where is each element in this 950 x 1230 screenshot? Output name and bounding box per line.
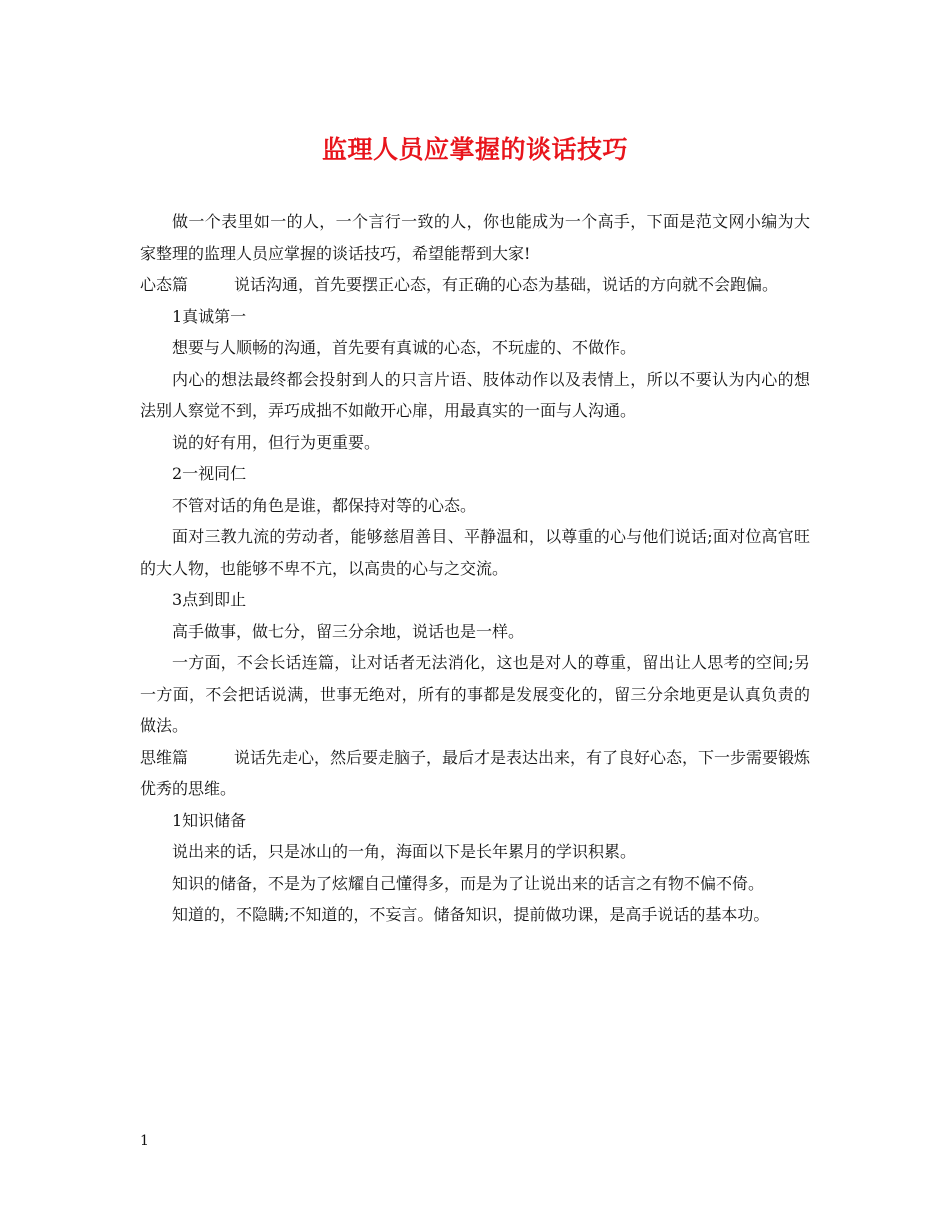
body-paragraph: 高手做事，做七分，留三分余地，说话也是一样。 (172, 621, 525, 641)
body-paragraph: 知道的，不隐瞒;不知道的，不妄言。储备知识，提前做功课，是高手说话的基本功。 (172, 905, 770, 924)
section-paragraph (140, 269, 810, 301)
body-paragraph: 1知识储备 (172, 810, 247, 830)
section-label: 思维篇 (140, 747, 189, 767)
section-paragraph (140, 742, 810, 805)
body-paragraph: 面对三教九流的劳动者，能够慈眉善目、平静温和，以尊重的心与他们说话;面对位高官旺的大人物，也能够不卑不亢，以高贵的心与之交流。 (140, 527, 810, 578)
page-number: 1 (140, 1133, 149, 1149)
body-paragraph: 1真诚第一 (172, 306, 247, 326)
section-label: 心态篇 (140, 275, 189, 294)
document-title: 监理人员应掌握的谈话技巧 (321, 135, 628, 164)
section-text: 说话沟通，首先要摆正心态，有正确的心态为基础，说话的方向就不会跑偏。 (234, 275, 779, 294)
body-paragraph: 内心的想法最终都会投射到人的只言片语、肢体动作以及表情上，所以不要认为内心的想法别人察觉不到，弄巧成拙不如敞开心扉，用最真实的一面与人沟通。 (140, 369, 810, 420)
body-paragraph: 3点到即止 (172, 590, 247, 609)
body-paragraph: 说出来的话，只是冰山的一角，海面以下是长年累月的学识积累。 (172, 842, 637, 861)
body-paragraph: 说的好有用，但行为更重要。 (172, 432, 381, 452)
body-paragraph: 做一个表里如一的人，一个言行一致的人，你也能成为一个高手，下面是范文网小编为大家整理的监理人员应掌握的谈话技巧，希望能帮到大家! (140, 212, 810, 263)
body-paragraph: 一方面，不会长话连篇，让对话者无法消化，这也是对人的尊重，留出让人思考的空间;另一方面，不会把话说满，世事无绝对，所有的事都是发展变化的，留三分余地更是认真负责的做法。 (140, 653, 810, 735)
body-paragraph: 想要与人顺畅的沟通，首先要有真诚的心态，不玩虚的、不做作。 (172, 338, 637, 357)
body-paragraph: 知识的储备，不是为了炫耀自己懂得多，而是为了让说出来的话言之有物不偏不倚。 (172, 873, 765, 893)
body-paragraph: 不管对话的角色是谁，都保持对等的心态。 (172, 495, 477, 515)
section-text: 说话先走心，然后要走脑子，最后才是表达出来，有了良好心态，下一步需要锻炼优秀的思维。 (140, 747, 811, 798)
body-paragraph: 2一视同仁 (172, 464, 247, 483)
document-body (140, 206, 810, 931)
